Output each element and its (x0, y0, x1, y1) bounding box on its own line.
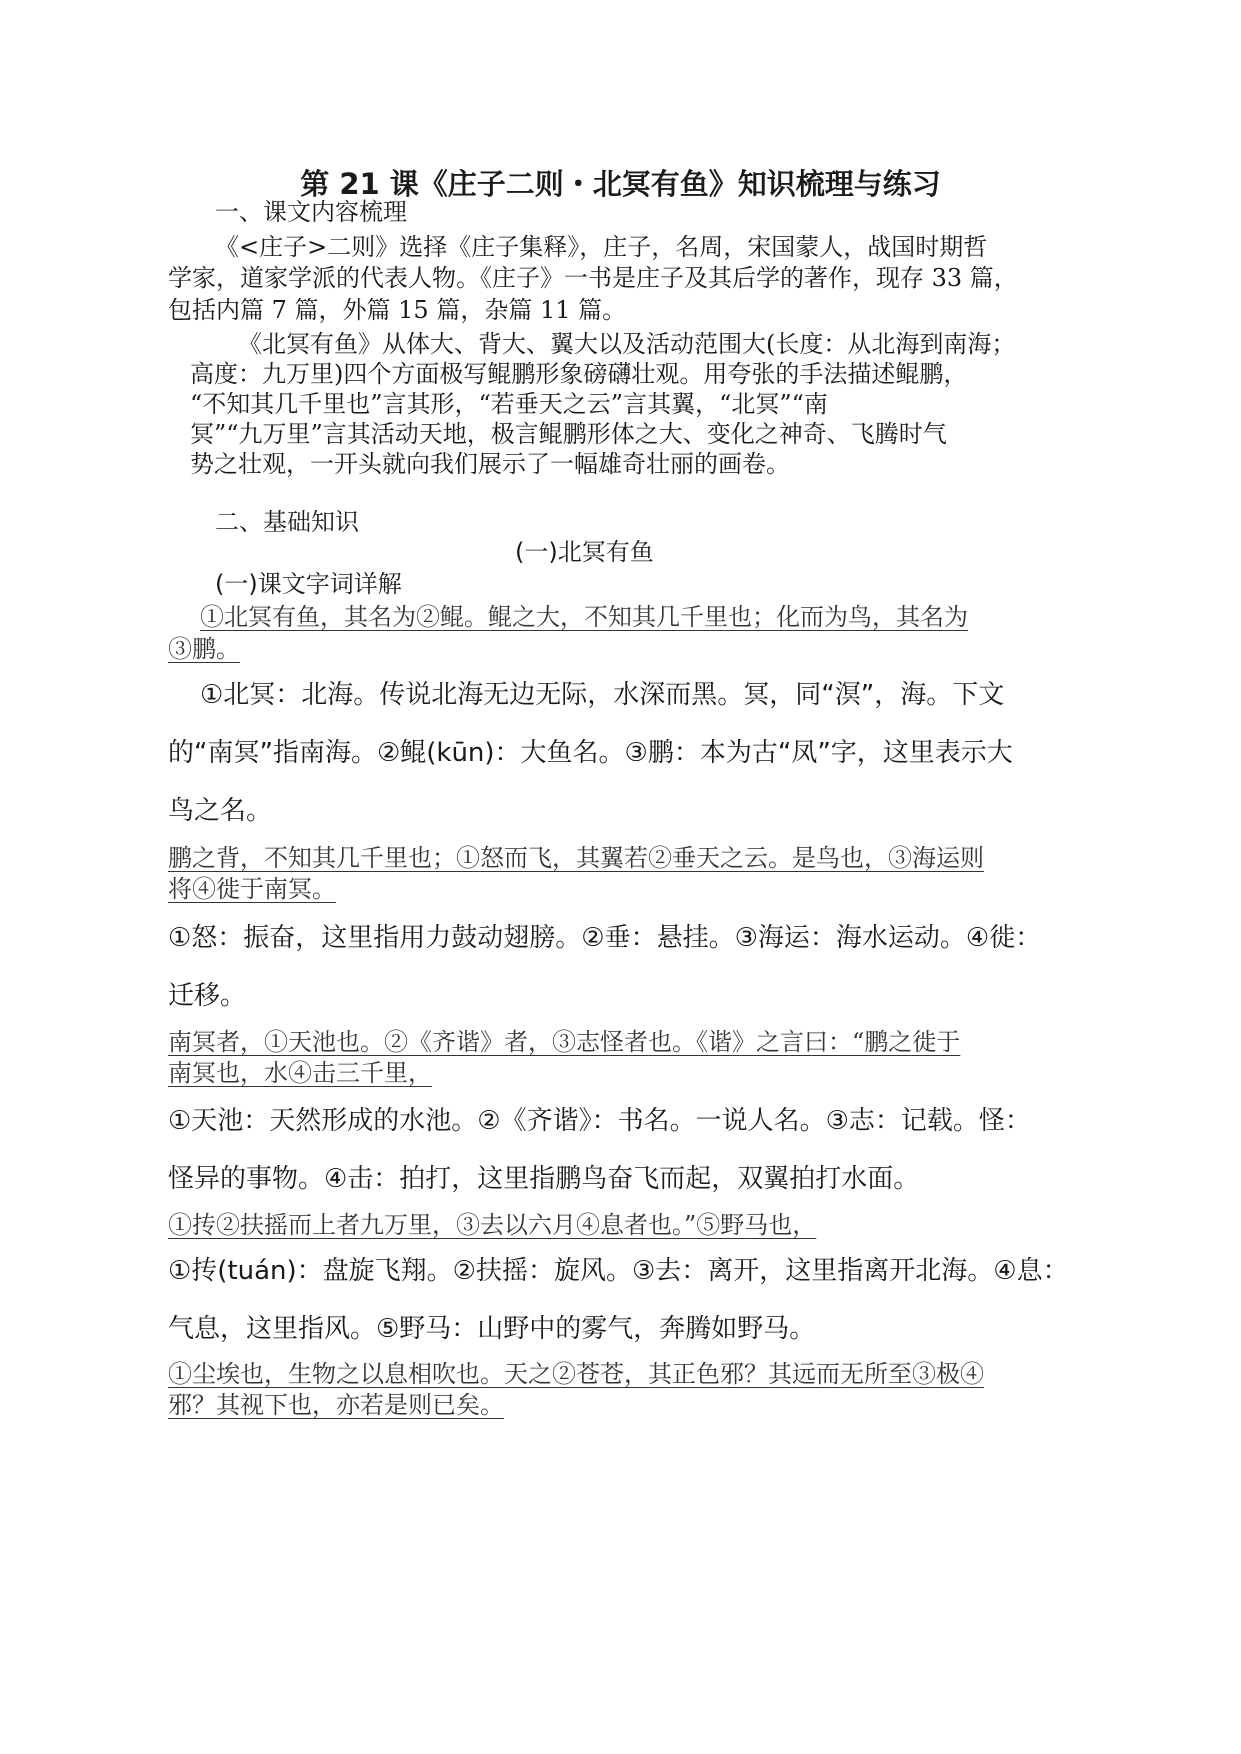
source-text-line: ③鹏。 (168, 635, 240, 663)
source-text-line: 南冥者，①天池也。②《齐谐》者，③志怪者也。《谐》之言曰：“鹏之徙于 (168, 1028, 961, 1056)
annotation-line: ①怒：振奋，这里指用力鼓动翅膀。②垂：悬挂。③海运：海水运动。④徙： (168, 923, 1042, 953)
vocabulary-subheading: (一)课文字词详解 (215, 570, 402, 598)
page-title: 第 21 课《庄子二则・北冥有鱼》知识梳理与练习 (300, 167, 941, 201)
annotation-line: 的“南冥”指南海。②鲲(kūn)：大鱼名。③鹏：本为古“凤”字，这里表示大 (168, 738, 1013, 768)
intro-line: 包括内篇 7 篇，外篇 15 篇，杂篇 11 篇。 (168, 296, 627, 324)
annotation-line: 气息，这里指风。⑤野马：山野中的雾气，奔腾如野马。 (168, 1314, 816, 1344)
intro-line: 《<庄子>二则》选择《庄子集释》，庄子，名周，宋国蒙人，战国时期哲 (215, 233, 988, 261)
analysis-line: 冥”“九万里”言其活动天地，极言鲲鹏形体之大、变化之神奇、飞腾时气 (190, 420, 947, 448)
annotation-line: 迁移。 (168, 981, 247, 1011)
section-heading-content-review: 一、课文内容梳理 (215, 198, 407, 226)
annotation-line: ①北冥：北海。传说北海无边无际，水深而黑。冥，同“溟”，海。下文 (200, 680, 1005, 710)
section-heading-basic-knowledge: 二、基础知识 (215, 508, 359, 536)
analysis-line: 高度：九万里)四个方面极写鲲鹏形象磅礴壮观。用夸张的手法描述鲲鹏， (190, 360, 968, 388)
source-text-line: ①北冥有鱼，其名为②鲲。鲲之大，不知其几千里也；化而为鸟，其名为 (200, 603, 968, 631)
analysis-line: 势之壮观，一开头就向我们展示了一幅雄奇壮丽的画卷。 (190, 450, 790, 478)
lesson-subtitle: (一)北冥有鱼 (515, 538, 654, 566)
annotation-line: ①抟(tuán)：盘旋飞翔。②扶摇：旋风。③去：离开，这里指离开北海。④息： (168, 1256, 1069, 1286)
source-text-line: ①尘埃也，生物之以息相吹也。天之②苍苍，其正色邪？其远而无所至③极④ (168, 1360, 984, 1388)
source-text-line: 鹏之背，不知其几千里也；①怒而飞，其翼若②垂天之云。是鸟也，③海运则 (168, 844, 984, 872)
annotation-line: 鸟之名。 (168, 796, 273, 826)
intro-line: 学家，道家学派的代表人物。《庄子》一书是庄子及其后学的著作，现存 33 篇， (168, 264, 1018, 292)
source-text-line: 邪？其视下也，亦若是则已矣。 (168, 1391, 504, 1419)
source-text-line: ①抟②扶摇而上者九万里，③去以六月④息者也。”⑤野马也， (168, 1211, 817, 1239)
annotation-line: ①天池：天然形成的水池。②《齐谐》：书名。一说人名。③志：记载。怪： (168, 1106, 1031, 1136)
source-text-line: 南冥也，水④击三千里， (168, 1059, 432, 1087)
source-text-line: 将④徙于南冥。 (168, 875, 336, 903)
analysis-line: “不知其几千里也”言其形，“若垂天之云”言其翼，“北冥”“南 (190, 390, 828, 418)
annotation-line: 怪异的事物。④击：拍打，这里指鹏鸟奋飞而起，双翼拍打水面。 (168, 1164, 920, 1194)
analysis-line: 《北冥有鱼》从体大、背大、翼大以及活动范围大(长度：从北海到南海； (238, 330, 1016, 358)
